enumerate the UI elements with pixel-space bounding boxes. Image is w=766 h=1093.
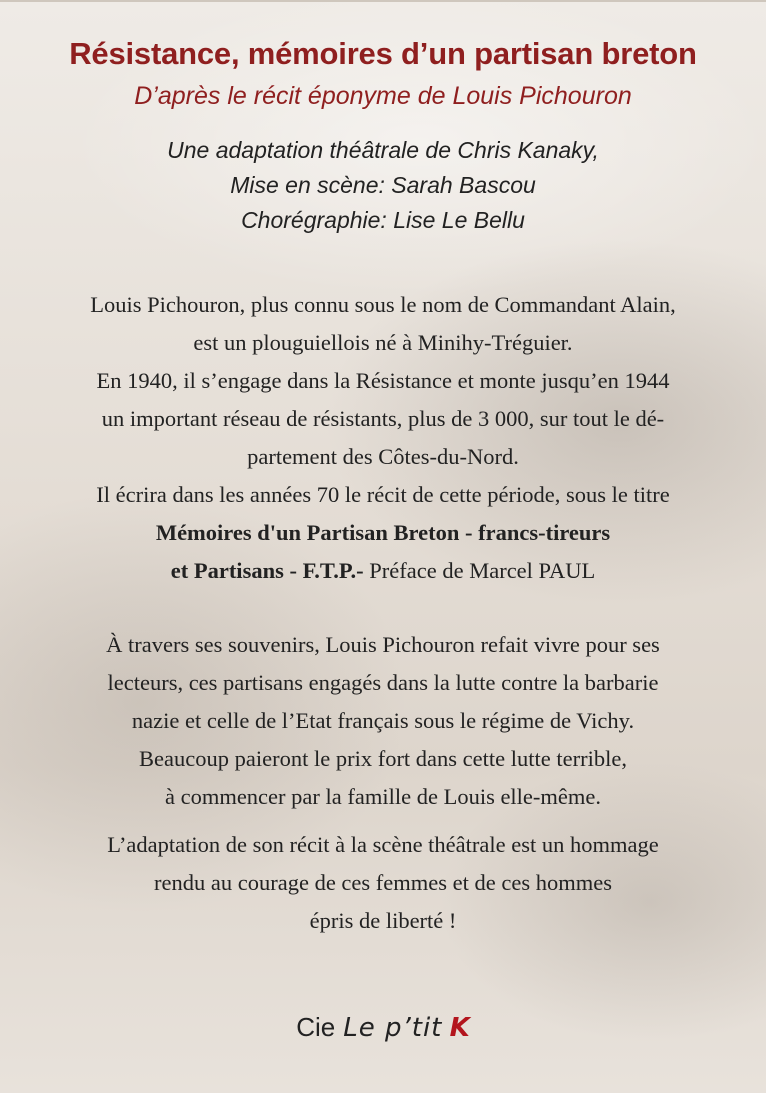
text-line: À travers ses souvenirs, Louis Pichouron refait vivre pour ses [106,632,660,657]
text-line: Beaucoup paieront le prix fort dans cette lutte terrible, [139,746,627,771]
credit-staging: Mise en scène: Sarah Bascou [230,172,536,198]
paragraph-tribute [0,826,766,940]
text-line: nazie et celle de l’Etat français sous le régime de Vichy. [131,708,635,733]
credits-block [0,133,766,238]
text-line: Il écrira dans les années 70 le récit de cette période, sous le titre [96,482,670,507]
text-line: est un plouguiellois né à Minihy-Tréguier. [193,330,573,355]
text-line: à commencer par la famille de Louis elle-même. [164,784,602,809]
text-line: lecteurs, ces partisans engagés dans la lutte contre la barbarie [107,670,659,695]
paragraph-memories [0,626,766,816]
page-title: Résistance, mémoires d’un partisan breton [69,36,697,71]
book-title-part1: Mémoires d'un Partisan Breton - francs-tireurs [155,520,611,545]
book-title-line [0,552,766,590]
paragraph-biography [0,286,766,590]
text-line: Louis Pichouron, plus connu sous le nom de Commandant Alain, [90,292,676,317]
book-title-part2: et Partisans - F.T.P.- [170,558,364,583]
page-subtitle: D’après le récit éponyme de Louis Pichouron [134,82,632,110]
company-signature [0,1012,766,1043]
spacer [0,816,766,826]
credit-choreography: Chorégraphie: Lise Le Bellu [241,207,525,233]
text-line: partement des Côtes-du-Nord. [247,444,519,469]
text-line: En 1940, il s’engage dans la Résistance et monte jusqu’en 1944 [96,368,670,393]
text-line: épris de liberté ! [309,908,457,933]
company-logo-letter: K [449,1013,470,1043]
credit-adaptation: Une adaptation théâtrale de Chris Kanaky, [167,137,599,163]
company-name: Le p’tit [343,1013,443,1043]
body-text [0,286,766,940]
spacer [0,590,766,626]
book-title-line [0,514,766,552]
text-line: un important réseau de résistants, plus de 3 000, sur tout le dé- [101,406,665,431]
text-line: L’adaptation de son récit à la scène théâtrale est un hommage [107,832,659,857]
preface-credit: Préface de Marcel PAUL [363,558,596,583]
company-prefix: Cie [296,1012,336,1042]
text-line: rendu au courage de ces femmes et de ces hommes [154,870,612,895]
